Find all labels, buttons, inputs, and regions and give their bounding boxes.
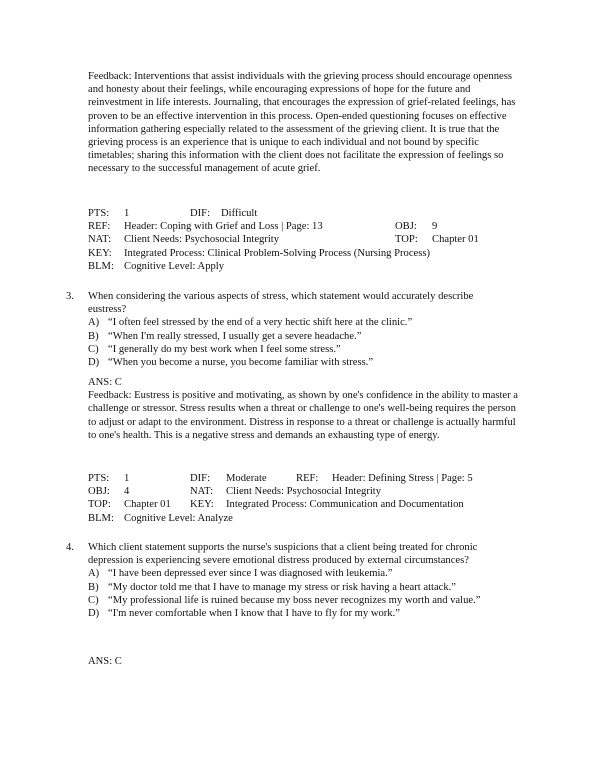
key-label: KEY: bbox=[88, 247, 112, 259]
ref-label: REF: bbox=[296, 473, 319, 484]
key-value: Integrated Process: Communication and Documentation bbox=[226, 499, 464, 511]
obj-value: 9 bbox=[432, 221, 438, 233]
dif-label: DIF: bbox=[190, 473, 211, 484]
top-value: Chapter 01 bbox=[432, 234, 479, 246]
question-number: 4. bbox=[66, 542, 74, 553]
option-text: “When you become a nurse, you become familiar with stress.” bbox=[108, 357, 374, 369]
option-letter: A) bbox=[88, 568, 100, 580]
question-text: Which client statement supports the nurse's suspicions that a client being treated for chronic depression is experiencing severe emotional distress produced by external circumstances? bbox=[88, 542, 478, 567]
ref-label: REF: bbox=[88, 221, 111, 233]
key-label: KEY: bbox=[190, 499, 214, 511]
feedback-q3-text: Feedback: Eustress is positive and motivating, as shown by one's confidence in the ability to master a challenge or stressor. Stress results when a threat or challenge to one's well-being requires the person to adjust or adapt to the environment. Distress in response to a threat or challenge is actually harmful to one's health. This is a negative stress and demands an exhausting type of energy. bbox=[88, 390, 518, 441]
obj-label: OBJ: bbox=[88, 486, 110, 498]
option-b bbox=[88, 330, 526, 343]
question-number: 3. bbox=[66, 291, 74, 302]
option-letter: D) bbox=[88, 357, 100, 369]
nat-value: Client Needs: Psychosocial Integrity bbox=[226, 486, 382, 498]
answer-text: ANS: C bbox=[88, 377, 122, 388]
option-letter: A) bbox=[88, 317, 100, 329]
option-c bbox=[88, 594, 526, 607]
pts-value: 1 bbox=[124, 473, 130, 484]
option-text: “My doctor told me that I have to manage my stress or risk having a heart attack.” bbox=[108, 581, 457, 593]
meta-q2 bbox=[88, 207, 528, 273]
option-letter: D) bbox=[88, 608, 100, 620]
blm-value: Cognitive Level: Analyze bbox=[124, 512, 233, 524]
nat-label: NAT: bbox=[190, 486, 214, 498]
top-label: TOP: bbox=[395, 234, 418, 246]
pts-label: PTS: bbox=[88, 208, 110, 219]
meta-row bbox=[88, 220, 528, 233]
option-text: “My professional life is ruined because my boss never recognizes my worth and value.” bbox=[108, 594, 481, 606]
option-d bbox=[88, 607, 526, 620]
blm-label: BLM: bbox=[88, 512, 114, 524]
top-value: Chapter 01 bbox=[124, 499, 171, 511]
question-4 bbox=[66, 541, 526, 620]
option-text: “I'm never comfortable when I know that I have to fly for my work.” bbox=[108, 608, 400, 620]
option-text: “When I'm really stressed, I usually get a severe headache.” bbox=[108, 330, 362, 342]
option-a bbox=[88, 567, 526, 580]
answer-text: ANS: C bbox=[88, 656, 122, 667]
meta-row bbox=[88, 260, 528, 273]
meta-q3 bbox=[88, 472, 528, 525]
obj-value: 4 bbox=[124, 486, 130, 498]
option-b bbox=[88, 581, 526, 594]
meta-row bbox=[88, 512, 528, 525]
blm-value: Cognitive Level: Apply bbox=[124, 260, 225, 272]
option-letter: B) bbox=[88, 330, 99, 342]
dif-value: Moderate bbox=[226, 473, 267, 484]
answer-q4 bbox=[88, 655, 518, 668]
option-c bbox=[88, 343, 526, 356]
option-text: “I have been depressed ever since I was diagnosed with leukemia.” bbox=[108, 568, 393, 580]
nat-value: Client Needs: Psychosocial Integrity bbox=[124, 234, 280, 246]
meta-row bbox=[88, 233, 528, 246]
ref-value: Header: Coping with Grief and Loss | Page: 13 bbox=[124, 221, 323, 233]
pts-label: PTS: bbox=[88, 473, 110, 484]
feedback-q2 bbox=[88, 70, 518, 176]
meta-row bbox=[88, 485, 528, 498]
option-text: “I often feel stressed by the end of a very hectic shift here at the clinic.” bbox=[108, 317, 413, 329]
option-letter: C) bbox=[88, 343, 99, 355]
question-3 bbox=[66, 290, 526, 369]
dif-value: Difficult bbox=[221, 208, 258, 219]
question-text: When considering the various aspects of stress, which statement would accurately describe eustress? bbox=[88, 291, 474, 316]
option-letter: C) bbox=[88, 594, 99, 606]
pts-value: 1 bbox=[124, 208, 130, 219]
nat-label: NAT: bbox=[88, 234, 112, 246]
meta-row bbox=[88, 207, 528, 220]
meta-row bbox=[88, 247, 528, 260]
dif-label: DIF: bbox=[190, 208, 211, 219]
ref-value: Header: Defining Stress | Page: 5 bbox=[332, 473, 473, 484]
option-letter: B) bbox=[88, 581, 99, 593]
meta-row bbox=[88, 498, 528, 511]
option-a bbox=[88, 316, 526, 329]
blm-label: BLM: bbox=[88, 260, 114, 272]
key-value: Integrated Process: Clinical Problem-Solving Process (Nursing Process) bbox=[124, 247, 430, 259]
feedback-q2-text: Feedback: Interventions that assist individuals with the grieving process should encourage openness and honesty about their feelings, while encouraging expressions of hope for the future and reinvestment in life interests. Journaling, that encourages the expression of grief-related feelings, has proven to be an effective intervention in this process. Open-ended questioning focuses on effective information gathering especially related to the assessment of the grieving client. It is true that the grieving process is an experience that is unique to each individual and not bound by specific timetables; sharing this information with the client does not facilitate the expression of feelings so necessary to the successful management of acute grief. bbox=[88, 71, 516, 175]
option-d bbox=[88, 356, 526, 369]
option-text: “I generally do my best work when I feel some stress.” bbox=[108, 343, 341, 355]
top-label: TOP: bbox=[88, 499, 111, 511]
meta-row bbox=[88, 472, 528, 485]
obj-label: OBJ: bbox=[395, 221, 417, 233]
answer-q3 bbox=[88, 376, 520, 442]
